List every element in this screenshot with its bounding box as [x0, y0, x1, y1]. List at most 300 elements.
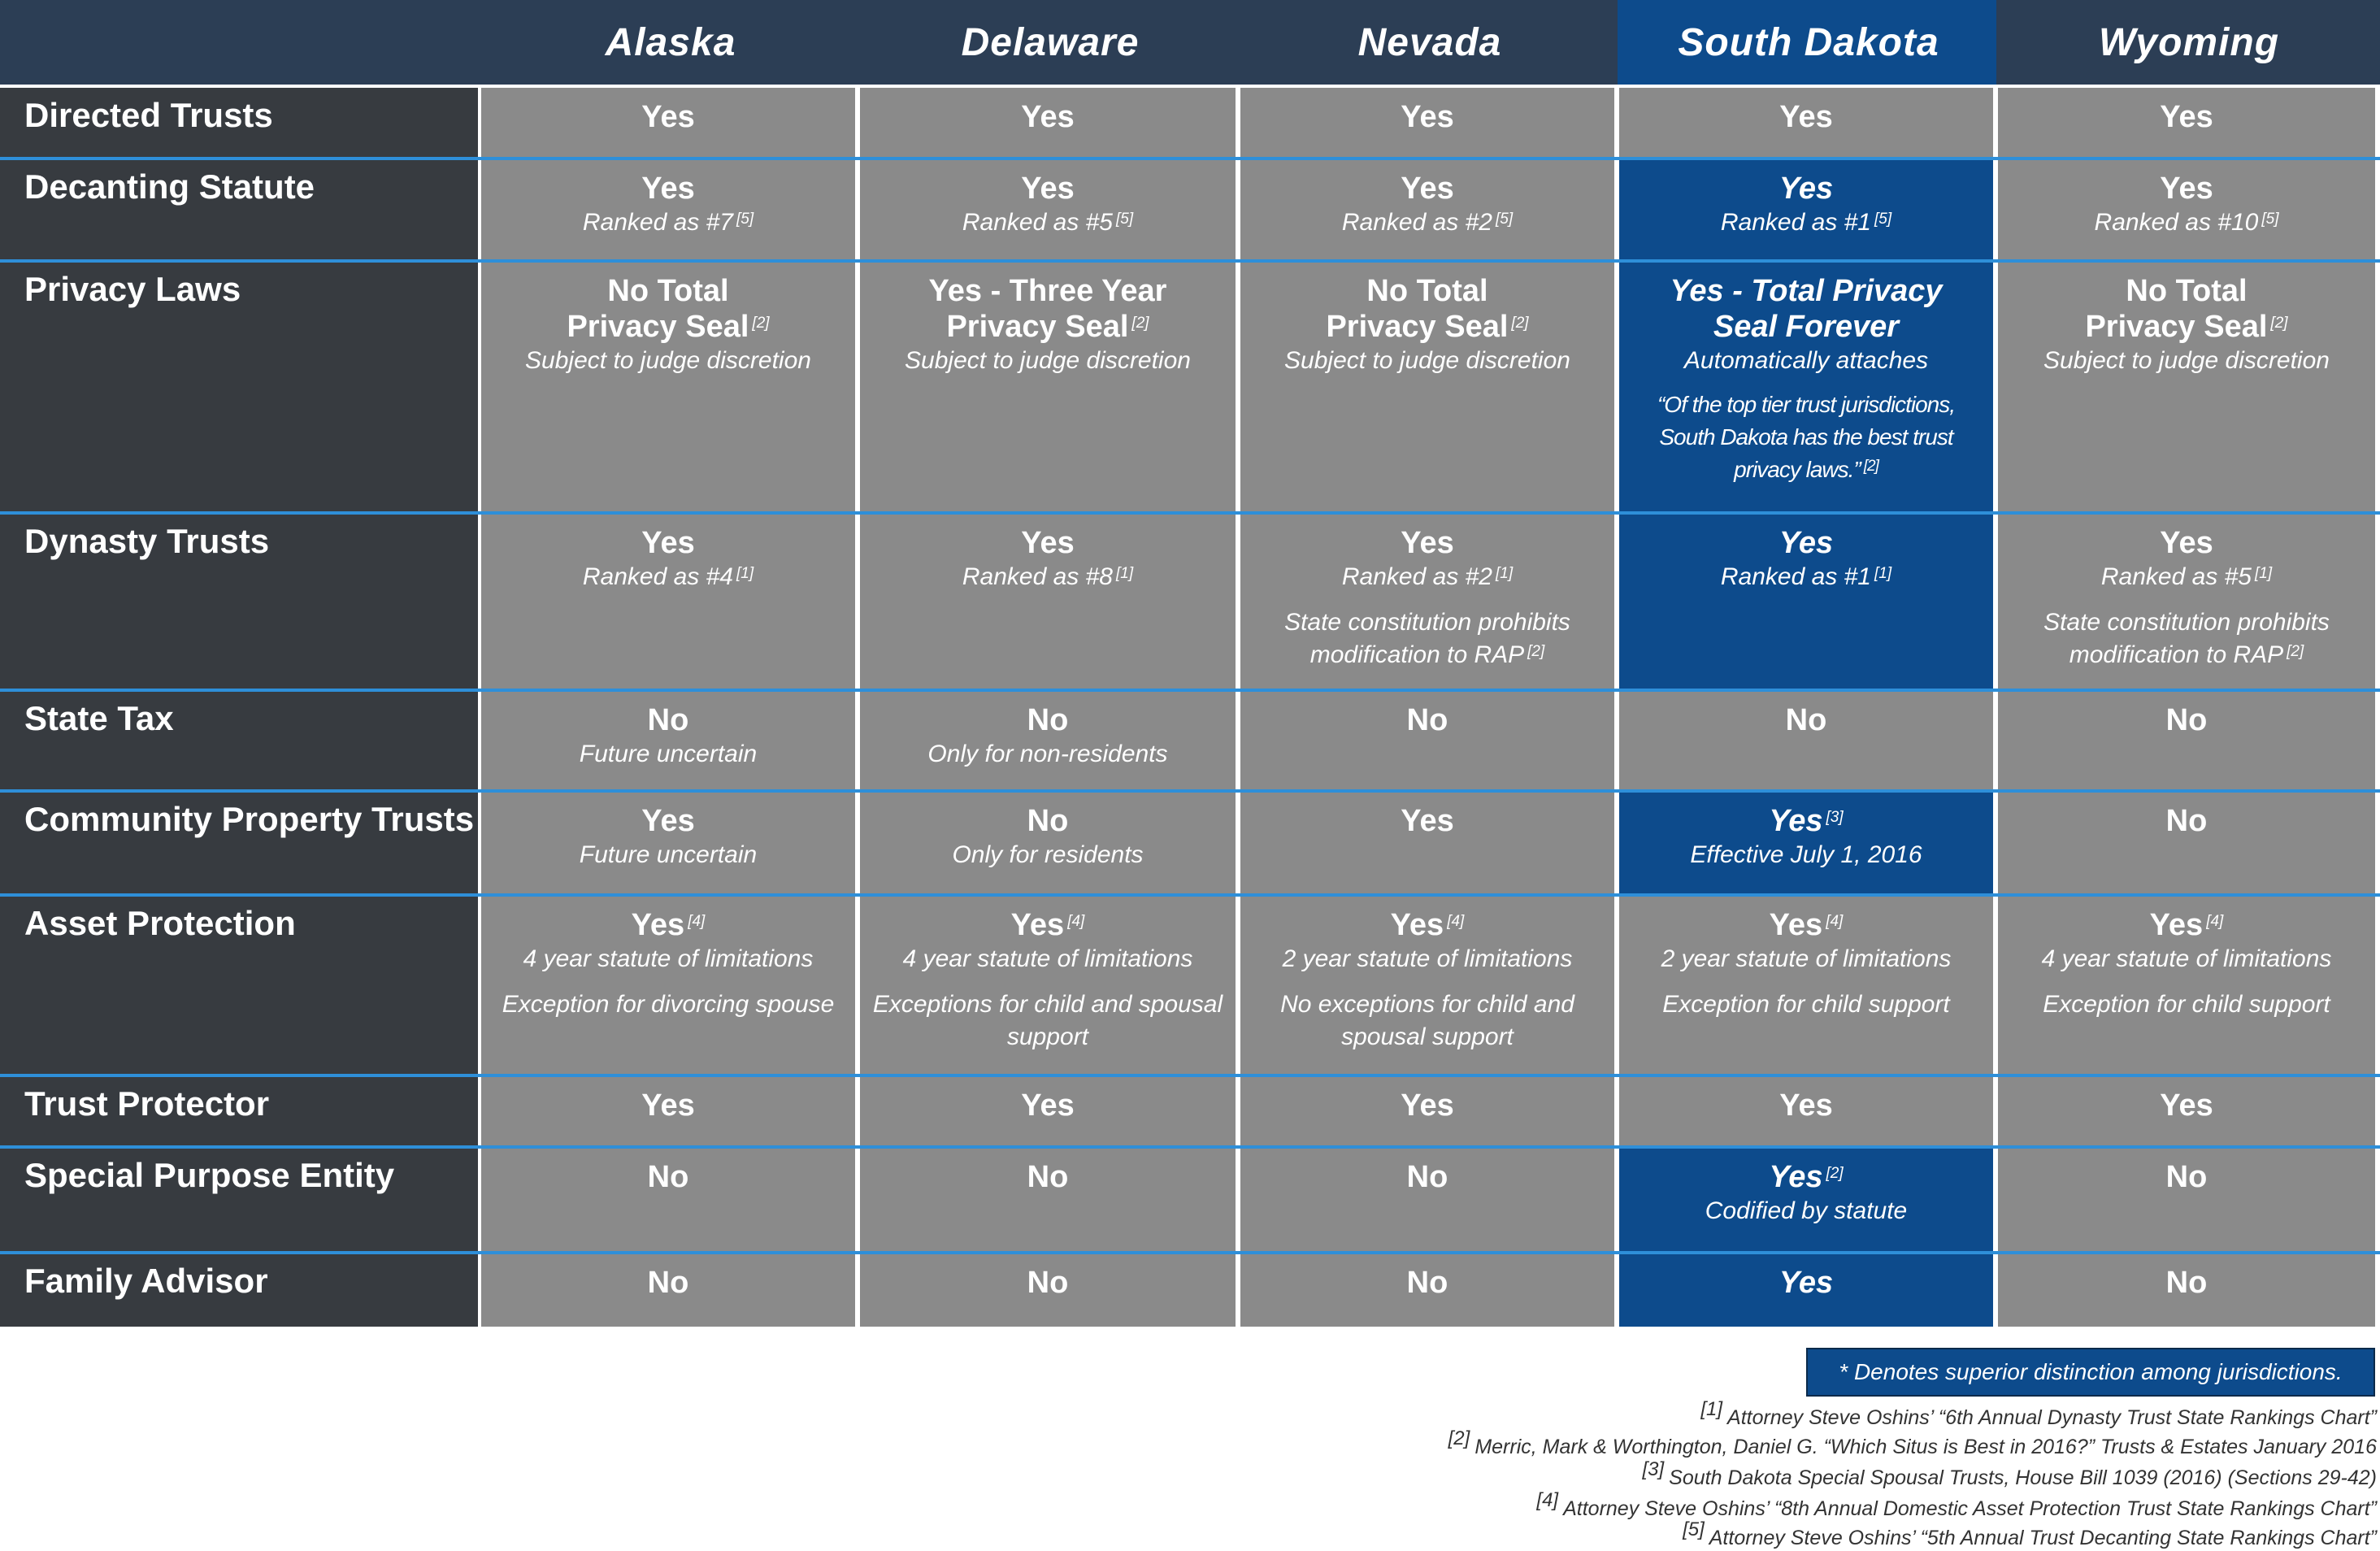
row-label-text: Special Purpose Entity	[24, 1156, 395, 1194]
cell-value	[481, 171, 855, 206]
table-cell	[1619, 514, 1993, 691]
cell-note-text: Codified by statute	[1705, 1197, 1908, 1224]
cell-value-text: No	[1406, 1160, 1448, 1194]
table-cell	[481, 792, 855, 896]
cell-quote	[1634, 389, 1978, 486]
cell-note-text: 2 year statute of limitations	[1282, 945, 1573, 972]
cell-value-line2	[481, 309, 855, 345]
row-divider	[0, 1074, 2380, 1077]
cell-value-text: Yes	[641, 1088, 695, 1123]
row-label-directed-trusts	[0, 88, 478, 159]
cell-value-text: Yes	[1401, 804, 1454, 838]
column-header-label: Wyoming	[2098, 20, 2280, 64]
footnote-ref: [2]	[1527, 643, 1545, 660]
footnote-ref: [4]	[2206, 913, 2224, 930]
footnote-ref: [5]	[1496, 211, 1514, 228]
cell-value-text: Yes	[1778, 526, 1834, 560]
cell-value	[1998, 1088, 2375, 1123]
cell-value	[1619, 907, 1993, 943]
table-cell	[860, 1148, 1236, 1253]
cell-value-text: Yes	[1021, 1088, 1075, 1123]
row-label-text: Community Property Trusts	[24, 800, 475, 838]
cell-value-text: Yes	[1769, 908, 1823, 942]
footnote-ref: [2]	[752, 315, 770, 332]
cell-value	[860, 171, 1236, 206]
cell-note	[1619, 206, 1993, 239]
row-divider	[0, 1251, 2380, 1254]
cell-value	[1240, 1265, 1614, 1301]
cell-note	[1998, 561, 2375, 593]
cell-value-text: Yes - Three Year	[928, 274, 1167, 308]
table-cell	[481, 691, 855, 792]
cell-value	[481, 1265, 855, 1301]
row-label-text: Decanting Statute	[24, 167, 315, 206]
cell-value-text: Yes	[1401, 526, 1454, 560]
cell-value-text: No	[1027, 1160, 1069, 1194]
table-cell	[481, 514, 855, 691]
cell-value-text: Seal Forever	[1713, 310, 1900, 344]
cell-note-text: State constitution prohibits modification to RAP	[1284, 609, 1570, 668]
table-cell	[1998, 514, 2375, 691]
row-divider	[0, 511, 2380, 515]
cell-note-text: Ranked as #1	[1720, 209, 1871, 236]
table-cell	[1619, 792, 1993, 896]
cell-value	[1998, 907, 2375, 943]
cell-value	[1619, 1265, 1993, 1301]
cell-value-text: No	[1785, 703, 1827, 737]
cell-value-text: Yes	[1010, 908, 1065, 942]
cell-note	[1998, 943, 2375, 975]
footnote-ref: [2]	[2287, 643, 2304, 660]
cell-value	[1998, 273, 2375, 309]
cell-value	[481, 1088, 855, 1123]
cell-note	[1998, 206, 2375, 239]
table-cell	[1998, 262, 2375, 514]
cell-note	[860, 345, 1236, 377]
footnote-ref: [4]	[1826, 913, 1844, 930]
cell-value	[1619, 803, 1993, 839]
cell-value-text: No	[2165, 703, 2208, 737]
cell-value-text: No	[1406, 1266, 1448, 1300]
footnote	[914, 1518, 2377, 1550]
row-label-text: Family Advisor	[24, 1262, 268, 1300]
cell-value-text: No Total	[1366, 274, 1488, 308]
cell-note-text: Ranked as #10	[2094, 209, 2259, 236]
cell-value	[1998, 1159, 2375, 1195]
cell-note	[1240, 606, 1614, 671]
table-cell	[1998, 691, 2375, 792]
footnote	[914, 1427, 2377, 1459]
footnote	[914, 1489, 2377, 1521]
footnote-ref: [2]	[1131, 315, 1149, 332]
table-cell	[1998, 1148, 2375, 1253]
cell-value	[860, 273, 1236, 309]
column-header-label: South Dakota	[1678, 20, 1939, 64]
cell-value	[1240, 1088, 1614, 1123]
row-label-decanting-statute	[0, 159, 478, 262]
cell-value	[1998, 99, 2375, 135]
table-cell	[1619, 262, 1993, 514]
cell-value-text: No	[647, 1266, 689, 1300]
row-label-community-property-trusts	[0, 792, 478, 896]
cell-value	[481, 525, 855, 561]
cell-note-text: Future uncertain	[579, 741, 758, 767]
footnote-number: [1]	[1700, 1398, 1723, 1420]
table-cell	[1240, 1253, 1614, 1327]
cell-note-text: State constitution prohibits modification to RAP	[2043, 609, 2330, 668]
table-cell	[1998, 1253, 2375, 1327]
footnote-ref: [3]	[1826, 809, 1844, 826]
cell-value	[1619, 99, 1993, 135]
footnote-ref: [4]	[1447, 913, 1465, 930]
table-cell	[1998, 792, 2375, 896]
cell-value-text: Yes	[1779, 1088, 1833, 1123]
table-cell	[860, 896, 1236, 1076]
cell-note-text: Exception for divorcing spouse	[502, 991, 835, 1018]
cell-value	[1240, 273, 1614, 309]
cell-value-text: Yes	[1769, 804, 1823, 838]
cell-value	[860, 702, 1236, 738]
cell-note	[1619, 561, 1993, 593]
cell-note-text: Exceptions for child and spousal support	[872, 991, 1223, 1050]
cell-note	[860, 561, 1236, 593]
cell-value	[1998, 171, 2375, 206]
footnote-text: Attorney Steve Oshins’ “5th Annual Trust Decanting State Rankings Chart”	[1709, 1527, 2377, 1549]
row-divider	[0, 893, 2380, 897]
column-header-label: Nevada	[1357, 20, 1502, 64]
cell-value-text: No	[1406, 703, 1448, 737]
cell-value-text: No	[1027, 703, 1069, 737]
footnote-ref: [1]	[1496, 565, 1514, 582]
cell-note-text: No exceptions for child and spousal support	[1280, 991, 1574, 1050]
row-label-family-advisor	[0, 1253, 478, 1327]
cell-value	[860, 1265, 1236, 1301]
header-corner	[0, 0, 481, 85]
cell-value	[1619, 525, 1993, 561]
column-header-wyoming	[1996, 0, 2380, 85]
cell-note-text: Ranked as #5	[2100, 563, 2252, 590]
cell-note	[1998, 345, 2375, 377]
column-header-nevada	[1239, 0, 1621, 85]
footnote-number: [3]	[1642, 1458, 1665, 1480]
row-label-asset-protection	[0, 896, 478, 1076]
cell-note	[1619, 943, 1993, 975]
row-label-special-purpose-entity	[0, 1148, 478, 1253]
table-cell	[860, 262, 1236, 514]
cell-value	[481, 803, 855, 839]
cell-value-text: No	[2165, 1266, 2208, 1300]
table-cell	[481, 1076, 855, 1148]
cell-value	[1619, 702, 1993, 738]
cell-value	[1240, 907, 1614, 943]
footnote-text: South Dakota Special Spousal Trusts, House Bill 1039 (2016) (Sections 29-42)	[1669, 1466, 2377, 1489]
cell-note-text: Subject to judge discretion	[1284, 347, 1570, 374]
cell-note-text: Subject to judge discretion	[905, 347, 1191, 374]
table-cell	[1998, 896, 2375, 1076]
cell-value	[860, 1088, 1236, 1123]
cell-value-text: Yes	[641, 526, 695, 560]
cell-note	[1619, 345, 1993, 377]
footnote-text: Merric, Mark & Worthington, Daniel G. “Which Situs is Best in 2016?” Trusts & Estates January 2016	[1474, 1436, 2377, 1458]
row-divider	[0, 789, 2380, 793]
table-cell	[1240, 1148, 1614, 1253]
cell-note	[1240, 206, 1614, 239]
table-cell	[1240, 159, 1614, 262]
row-label-text: Directed Trusts	[24, 96, 273, 134]
cell-note-text: 2 year statute of limitations	[1661, 945, 1952, 972]
table-cell	[1619, 1076, 1993, 1148]
cell-value-line2	[1998, 309, 2375, 345]
row-label-dynasty-trusts	[0, 514, 478, 691]
cell-note	[1240, 561, 1614, 593]
cell-note	[481, 206, 855, 239]
cell-value-text: No	[1027, 1266, 1069, 1300]
cell-note	[481, 561, 855, 593]
cell-value-text: No Total	[2126, 274, 2248, 308]
cell-note	[860, 839, 1236, 871]
cell-note-text: Subject to judge discretion	[2043, 347, 2330, 374]
cell-value-line2	[1240, 309, 1614, 345]
row-label-state-tax	[0, 691, 478, 792]
cell-note	[1240, 345, 1614, 377]
cell-value	[1619, 273, 1993, 309]
cell-note	[1998, 606, 2375, 671]
cell-value-text: Yes	[1021, 526, 1075, 560]
cell-note-text: 4 year statute of limitations	[523, 945, 814, 972]
cell-note	[481, 738, 855, 771]
cell-note-text: Ranked as #5	[962, 209, 1113, 236]
cell-note-text: Only for non-residents	[927, 741, 1168, 767]
footnote	[914, 1398, 2377, 1430]
cell-value	[1240, 99, 1614, 135]
cell-value	[860, 99, 1236, 135]
row-label-text: State Tax	[24, 699, 174, 737]
cell-value-text: Yes	[631, 908, 685, 942]
cell-value	[1998, 702, 2375, 738]
cell-note-text: Ranked as #8	[962, 563, 1113, 590]
cell-value-text: Yes	[1778, 1266, 1834, 1300]
cell-value-text: No	[2165, 804, 2208, 838]
footnote-ref: [5]	[1116, 211, 1134, 228]
cell-note-text: Automatically attaches	[1683, 347, 1929, 374]
cell-note	[1998, 988, 2375, 1021]
row-label-privacy-laws	[0, 262, 478, 514]
footnote-ref: [4]	[688, 913, 706, 930]
table-cell	[1998, 159, 2375, 262]
cell-note	[1619, 839, 1993, 871]
cell-quote-text: “Of the top tier trust jurisdictions, South Dakota has the best trust privacy laws.”	[1657, 392, 1956, 482]
table-cell	[1619, 88, 1993, 159]
column-header-label: Alaska	[605, 20, 736, 64]
cell-value	[481, 907, 855, 943]
table-cell	[481, 1148, 855, 1253]
cell-value-text: Privacy Seal	[567, 310, 749, 344]
cell-value	[481, 702, 855, 738]
table-cell	[1619, 1148, 1993, 1253]
legend-box: * Denotes superior distinction among jurisdictions.	[1806, 1348, 2375, 1397]
table-cell	[1619, 896, 1993, 1076]
cell-value-text: Yes	[2149, 908, 2204, 942]
row-divider	[0, 259, 2380, 263]
cell-value	[1619, 1159, 1993, 1195]
table-cell	[481, 88, 855, 159]
cell-value-text: Yes	[1779, 100, 1833, 134]
cell-value-text: Yes	[2160, 1088, 2213, 1123]
cell-value	[1240, 803, 1614, 839]
footnote-ref: [4]	[1067, 913, 1085, 930]
cell-note	[860, 206, 1236, 239]
table-cell	[860, 159, 1236, 262]
cell-value	[860, 803, 1236, 839]
footnote-text: Attorney Steve Oshins’ “8th Annual Domestic Asset Protection Trust State Rankings Chart”	[1563, 1497, 2377, 1520]
cell-value	[1998, 803, 2375, 839]
footnote-ref: [1]	[1874, 565, 1892, 582]
cell-value	[1240, 171, 1614, 206]
cell-value-text: No	[2165, 1160, 2208, 1194]
cell-note	[860, 943, 1236, 975]
cell-value-text: Yes	[1021, 100, 1075, 134]
cell-value-text: Yes	[641, 100, 695, 134]
cell-value-text: Yes	[641, 172, 695, 206]
table-cell	[1240, 88, 1614, 159]
cell-value	[1619, 1088, 1993, 1123]
table-cell	[1240, 896, 1614, 1076]
row-label-trust-protector	[0, 1076, 478, 1148]
row-divider	[0, 689, 2380, 692]
row-label-text: Privacy Laws	[24, 270, 241, 308]
cell-value-text: Yes	[2160, 526, 2213, 560]
cell-value	[1998, 1265, 2375, 1301]
cell-note-text: Ranked as #4	[582, 563, 733, 590]
row-label-text: Dynasty Trusts	[24, 522, 270, 560]
cell-note-text: 4 year statute of limitations	[902, 945, 1193, 972]
cell-value-text: No	[647, 1160, 689, 1194]
cell-value	[481, 1159, 855, 1195]
footnote-ref: [2]	[1826, 1165, 1844, 1182]
cell-value-text: Yes	[2160, 100, 2213, 134]
cell-note-text: Only for residents	[952, 841, 1144, 868]
table-cell	[860, 792, 1236, 896]
cell-value	[1619, 171, 1993, 206]
table-cell	[1619, 1253, 1993, 1327]
cell-value-text: Yes	[1769, 1160, 1823, 1194]
column-header-delaware	[858, 0, 1242, 85]
row-divider	[0, 157, 2380, 160]
cell-note-text: Ranked as #1	[1720, 563, 1871, 590]
footnote-ref: [2]	[2270, 315, 2288, 332]
footnote-ref: [5]	[736, 211, 754, 228]
table-cell	[481, 1253, 855, 1327]
table-cell	[1998, 88, 2375, 159]
footnote-ref: [1]	[736, 565, 754, 582]
cell-value-text: Yes	[641, 804, 695, 838]
table-cell	[1240, 1076, 1614, 1148]
table-cell	[860, 691, 1236, 792]
column-header-label: Delaware	[961, 20, 1140, 64]
table-cell	[1240, 792, 1614, 896]
cell-value-text: Yes	[1401, 1088, 1454, 1123]
cell-note-text: Ranked as #2	[1341, 209, 1492, 236]
cell-value	[1240, 1159, 1614, 1195]
row-label-text: Trust Protector	[24, 1084, 270, 1123]
row-label-text: Asset Protection	[24, 904, 296, 942]
table-cell	[860, 88, 1236, 159]
cell-note-text: 4 year statute of limitations	[2041, 945, 2332, 972]
cell-note	[1619, 988, 1993, 1021]
table-cell	[860, 514, 1236, 691]
cell-value-text: Yes	[1401, 172, 1454, 206]
cell-note-text: Subject to judge discretion	[525, 347, 811, 374]
table-cell	[481, 262, 855, 514]
footnote-number: [2]	[1448, 1427, 1470, 1449]
cell-note	[481, 839, 855, 871]
footnote-number: [4]	[1536, 1489, 1559, 1511]
table-cell	[1619, 691, 1993, 792]
cell-note-text: Exception for child support	[1662, 991, 1950, 1018]
cell-note	[1619, 1195, 1993, 1227]
cell-value-text: Privacy Seal	[1326, 310, 1509, 344]
cell-note-text: Ranked as #2	[1341, 563, 1492, 590]
table-cell	[1240, 262, 1614, 514]
footnote-ref: [5]	[1874, 211, 1892, 228]
footnote-number: [5]	[1683, 1518, 1705, 1540]
column-header-south-dakota	[1618, 0, 2000, 85]
table-cell	[860, 1253, 1236, 1327]
cell-note-text: Exception for child support	[2043, 991, 2330, 1018]
cell-value	[860, 907, 1236, 943]
cell-note	[481, 988, 855, 1021]
cell-value-text: No Total	[607, 274, 729, 308]
footnote-ref: [2]	[1511, 315, 1529, 332]
table-cell	[1240, 514, 1614, 691]
cell-note	[481, 943, 855, 975]
cell-note-text: Future uncertain	[579, 841, 758, 868]
cell-value-text: Yes	[1021, 172, 1075, 206]
row-divider	[0, 1145, 2380, 1149]
table-cell	[1240, 691, 1614, 792]
cell-value-text: Yes	[1390, 908, 1444, 942]
footnote-ref: [1]	[2255, 565, 2273, 582]
footnote-text: Attorney Steve Oshins’ “6th Annual Dynasty Trust State Rankings Chart”	[1727, 1406, 2377, 1429]
table-cell	[1998, 1076, 2375, 1148]
table-cell	[1619, 159, 1993, 262]
cell-value	[1240, 702, 1614, 738]
footnote	[914, 1458, 2377, 1490]
cell-value-text: Yes - Total Privacy	[1670, 274, 1943, 308]
column-header-alaska	[480, 0, 862, 85]
cell-note	[860, 738, 1236, 771]
cell-note	[1240, 988, 1614, 1054]
cell-value-text: No	[1027, 804, 1069, 838]
table-cell	[481, 896, 855, 1076]
cell-value-text: Privacy Seal	[946, 310, 1129, 344]
cell-note	[481, 345, 855, 377]
cell-value-line2	[1619, 309, 1993, 345]
cell-value-text: Yes	[2160, 172, 2213, 206]
cell-note	[1240, 943, 1614, 975]
cell-note-text: Ranked as #7	[582, 209, 733, 236]
cell-value	[860, 1159, 1236, 1195]
table-cell	[860, 1076, 1236, 1148]
footnote-ref: [5]	[2261, 211, 2279, 228]
cell-value	[1998, 525, 2375, 561]
cell-value-text: Yes	[1401, 100, 1454, 134]
cell-value-line2	[860, 309, 1236, 345]
cell-value	[481, 273, 855, 309]
footnote-ref: [2]	[1863, 458, 1878, 475]
cell-value	[860, 525, 1236, 561]
cell-value-text: Yes	[1778, 172, 1834, 206]
